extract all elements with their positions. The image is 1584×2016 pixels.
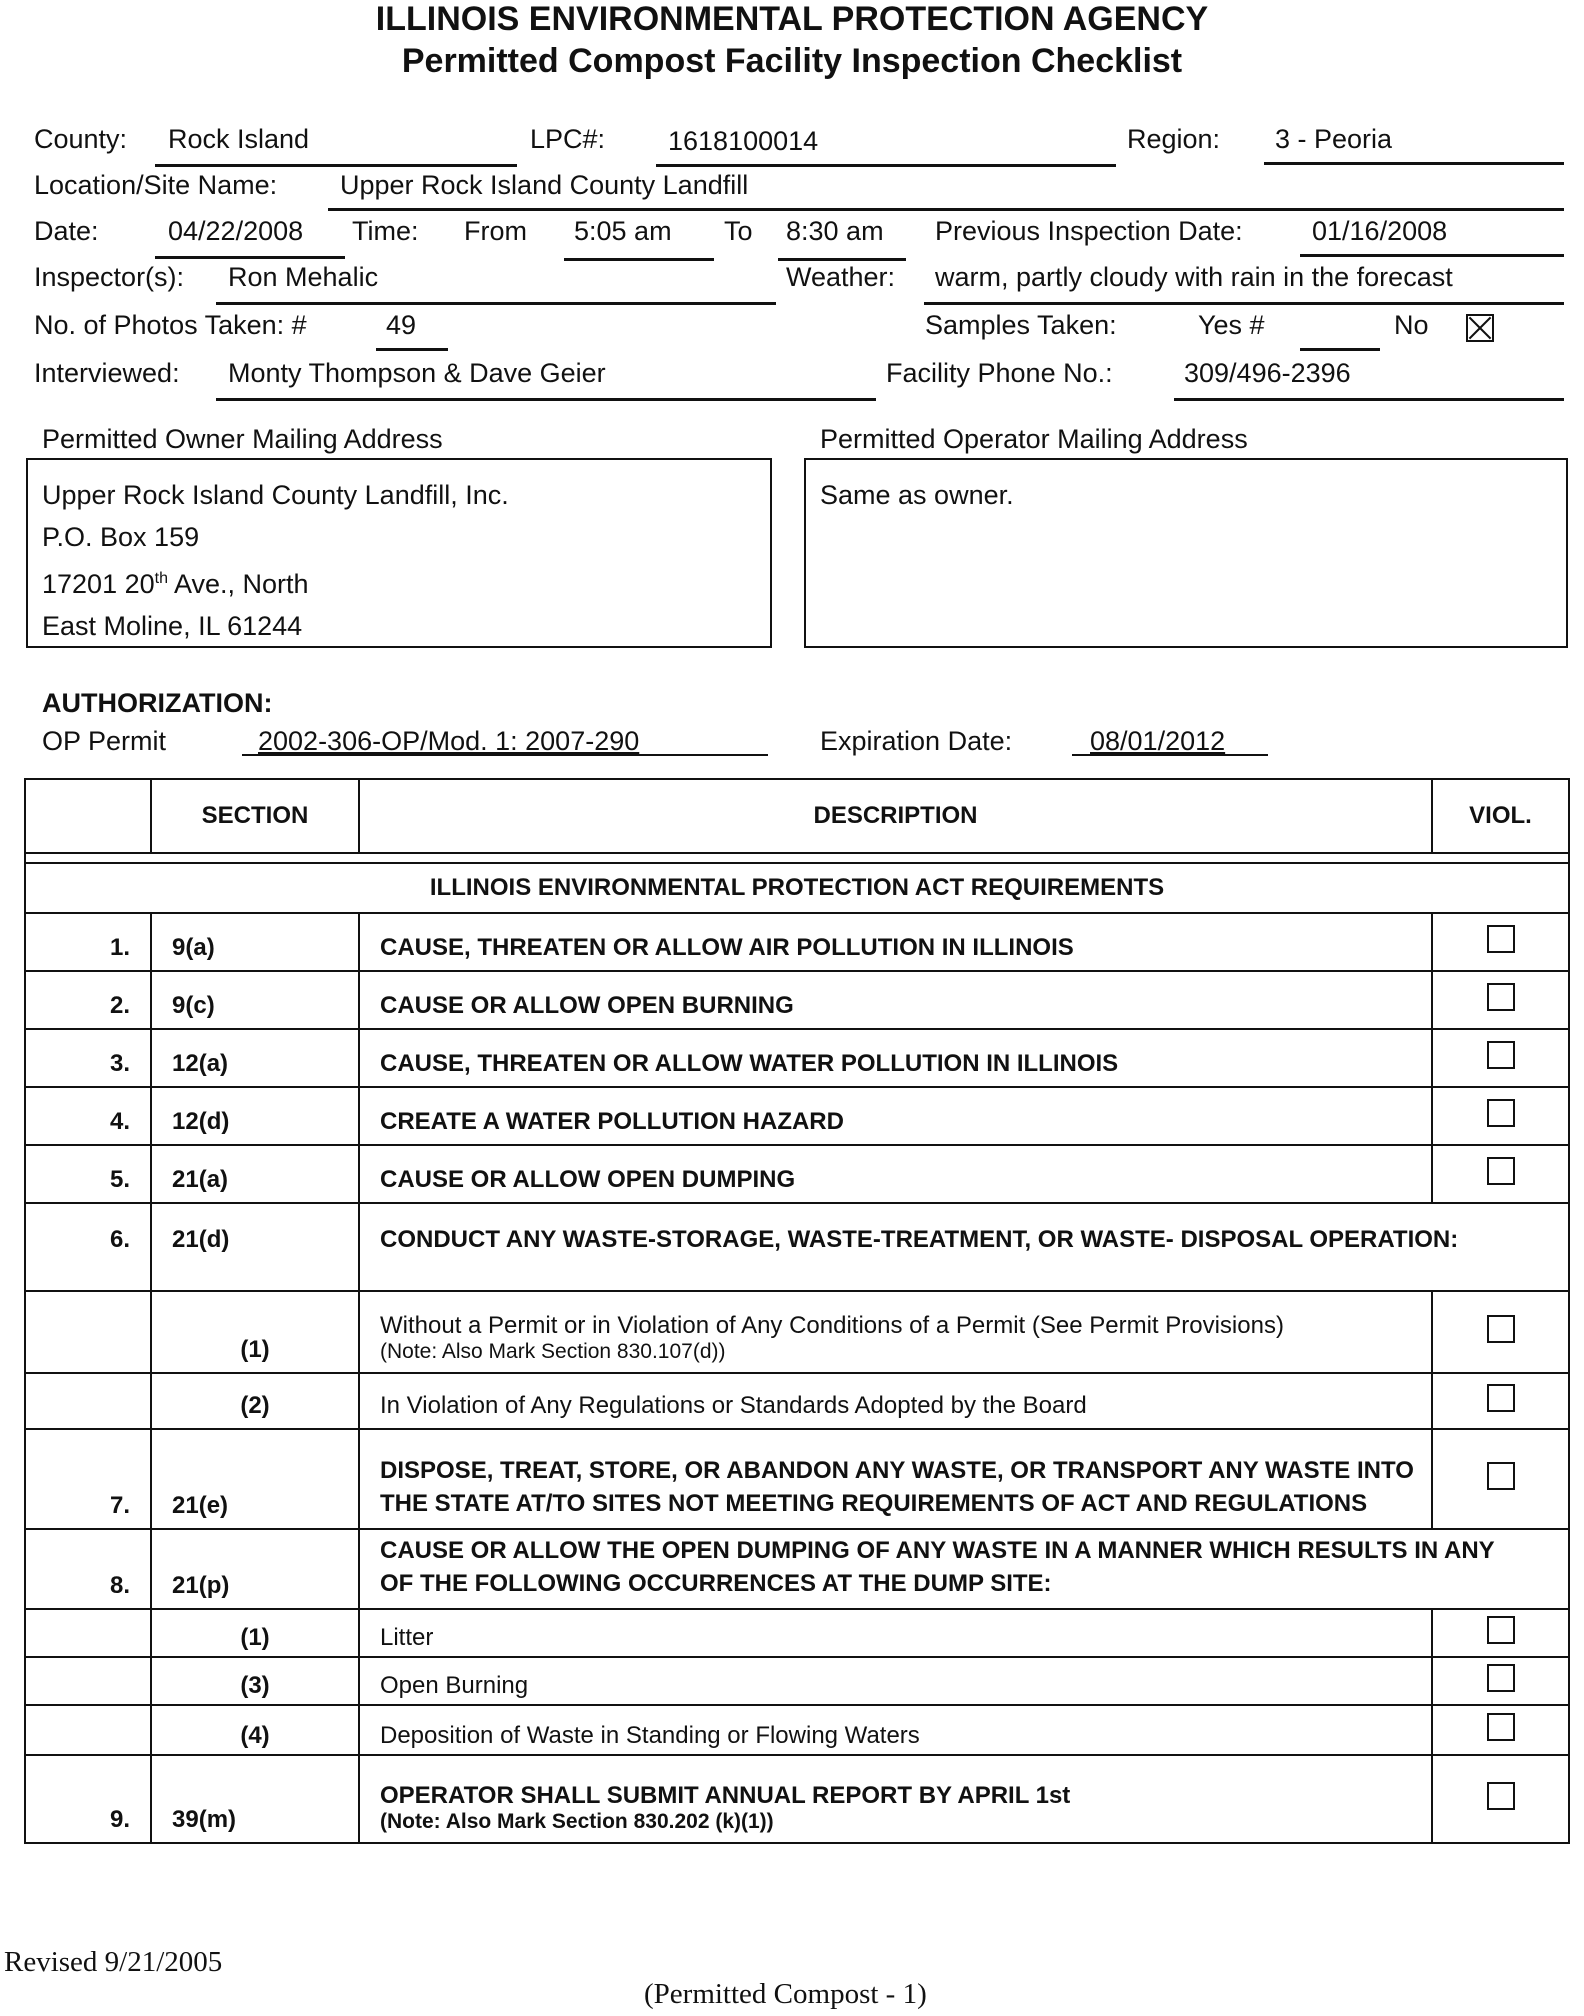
photos-underline: [376, 348, 448, 351]
interviewed-label: Interviewed:: [34, 358, 180, 388]
date-value: 04/22/2008: [168, 216, 304, 246]
checkbox-x-icon: [1466, 314, 1494, 342]
table-row: [25, 1657, 1569, 1705]
prev-inspection-underline: [1300, 254, 1564, 257]
row-description: CAUSE OR ALLOW OPEN DUMPING: [359, 1145, 1432, 1203]
row-number: [25, 1657, 151, 1705]
date-underline: [155, 256, 345, 259]
phone-underline: [1174, 398, 1564, 401]
samples-no-label: No: [1394, 310, 1429, 340]
table-row: [25, 1609, 1569, 1657]
owner-address-street-name: Ave., North: [167, 569, 309, 599]
act-requirements-row: [25, 863, 1569, 913]
interviewed-value: Monty Thompson & Dave Geier: [228, 358, 606, 388]
lpc-label: LPC#:: [530, 124, 606, 154]
header-section: SECTION: [151, 779, 359, 853]
viol-checkbox[interactable]: [1487, 1664, 1515, 1692]
form-title: Permitted Compost Facility Inspection Checklist: [401, 42, 1183, 80]
row-section: 21(a): [151, 1145, 359, 1203]
op-permit-underline: [242, 754, 768, 756]
row-number: 9.: [25, 1755, 151, 1843]
viol-checkbox[interactable]: [1487, 1616, 1515, 1644]
county-value: Rock Island: [168, 124, 310, 154]
region-label: Region:: [1127, 124, 1221, 154]
date-label: Date:: [34, 216, 99, 246]
owner-address-line4: East Moline, IL 61244: [42, 611, 303, 641]
row-viol-cell: [1432, 1029, 1569, 1087]
viol-checkbox[interactable]: [1487, 1782, 1515, 1810]
row-viol-cell: [1432, 1373, 1569, 1429]
phone-value: 309/496-2396: [1184, 358, 1351, 388]
to-label: To: [724, 216, 753, 246]
row-section: 21(p): [151, 1529, 359, 1609]
row-viol-cell: [1432, 1609, 1569, 1657]
page-footer: (Permitted Compost - 1): [644, 1978, 927, 2010]
row-section: 9(a): [151, 913, 359, 971]
weather-value: warm, partly cloudy with rain in the forecast: [935, 262, 1453, 292]
authorization-heading: AUTHORIZATION:: [42, 688, 273, 718]
row-section: 9(c): [151, 971, 359, 1029]
row-subsection: (1): [151, 1291, 359, 1373]
table-row: [25, 1087, 1569, 1145]
row-section: 21(d): [151, 1203, 359, 1291]
operator-address-box: [804, 458, 1568, 648]
row-description-cell: [359, 1291, 1432, 1373]
row-viol-cell: [1432, 1657, 1569, 1705]
viol-checkbox[interactable]: [1487, 1099, 1515, 1127]
row-description: CAUSE, THREATEN OR ALLOW WATER POLLUTION IN ILLINOIS: [359, 1029, 1432, 1087]
phone-label: Facility Phone No.:: [886, 358, 1113, 388]
row-description: In Violation of Any Regulations or Standards Adopted by the Board: [359, 1373, 1432, 1429]
inspector-underline: [216, 302, 776, 305]
row-description: CAUSE, THREATEN OR ALLOW AIR POLLUTION IN ILLINOIS: [359, 913, 1432, 971]
op-permit-value: 2002-306-OP/Mod. 1: 2007-290: [258, 726, 640, 756]
row-number: 7.: [25, 1429, 151, 1529]
row-number: [25, 1705, 151, 1755]
table-row: [25, 1029, 1569, 1087]
table-row: [25, 913, 1569, 971]
table-row: [25, 1705, 1569, 1755]
interviewed-underline: [216, 398, 876, 401]
row-description: Without a Permit or in Violation of Any Conditions of a Permit (See Permit Provisions): [380, 1312, 1284, 1339]
row-section: 21(e): [151, 1429, 359, 1529]
row-description: Litter: [359, 1609, 1432, 1657]
checklist-table: [24, 778, 1570, 1844]
to-underline: [778, 258, 906, 261]
table-row: [25, 1203, 1569, 1291]
row-subsection: (3): [151, 1657, 359, 1705]
row-viol-cell: [1432, 1705, 1569, 1755]
samples-yes-label: Yes #: [1198, 310, 1265, 340]
table-header-row: [25, 779, 1569, 853]
prev-inspection-label: Previous Inspection Date:: [935, 216, 1243, 246]
row-number: 1.: [25, 913, 151, 971]
owner-address-street-number: 17201 20: [42, 569, 155, 599]
revised-note: Revised 9/21/2005: [4, 1946, 223, 1978]
table-row: [25, 1755, 1569, 1843]
owner-address-line3: [42, 558, 509, 605]
samples-yes-underline: [1300, 348, 1380, 351]
row-description: CREATE A WATER POLLUTION HAZARD: [359, 1087, 1432, 1145]
row-number: 5.: [25, 1145, 151, 1203]
county-label: County:: [34, 124, 128, 154]
row-number: [25, 1373, 151, 1429]
agency-title: ILLINOIS ENVIRONMENTAL PROTECTION AGENCY: [375, 0, 1209, 38]
row-description-cell: [359, 1755, 1432, 1843]
region-value: 3 - Peoria: [1275, 124, 1393, 154]
from-label: From: [464, 216, 527, 246]
owner-address-line2: P.O. Box 159: [42, 522, 200, 552]
viol-checkbox[interactable]: [1487, 1315, 1515, 1343]
owner-address-box: [26, 458, 772, 648]
expiration-underline: [1072, 754, 1268, 756]
site-underline: [328, 208, 1564, 211]
row-description: CAUSE OR ALLOW THE OPEN DUMPING OF ANY WASTE IN A MANNER WHICH RESULTS IN ANY OF THE FOLLOWING OCCURRENCES AT THE DUMP SITE:: [359, 1529, 1569, 1609]
row-subsection: (2): [151, 1373, 359, 1429]
table-row: [25, 1291, 1569, 1373]
inspector-label: Inspector(s):: [34, 262, 185, 292]
row-note: (Note: Also Mark Section 830.202 (k)(1)): [380, 1810, 774, 1833]
from-value: 5:05 am: [574, 216, 672, 246]
row-number: 3.: [25, 1029, 151, 1087]
from-underline: [564, 258, 714, 261]
row-description: DISPOSE, TREAT, STORE, OR ABANDON ANY WASTE, OR TRANSPORT ANY WASTE INTO THE STATE AT/TO SITES NOT MEETING REQUIREMENTS OF ACT AND REGULATIONS: [359, 1429, 1432, 1529]
row-section: 12(d): [151, 1087, 359, 1145]
samples-label: Samples Taken:: [925, 310, 1117, 340]
row-number: 4.: [25, 1087, 151, 1145]
row-viol-cell: [1432, 1755, 1569, 1843]
row-section: 12(a): [151, 1029, 359, 1087]
table-row: [25, 971, 1569, 1029]
row-viol-cell: [1432, 1145, 1569, 1203]
lpc-underline: [656, 164, 1116, 167]
row-number: 8.: [25, 1529, 151, 1609]
table-row: [25, 1373, 1569, 1429]
table-row: [25, 1429, 1569, 1529]
row-description: OPERATOR SHALL SUBMIT ANNUAL REPORT BY APRIL 1st: [380, 1782, 1071, 1809]
to-value: 8:30 am: [786, 216, 884, 246]
weather-underline: [924, 302, 1564, 305]
row-note: (Note: Also Mark Section 830.107(d)): [380, 1340, 726, 1363]
table-row: [25, 1145, 1569, 1203]
lpc-value: 1618100014: [668, 126, 819, 156]
row-description: CONDUCT ANY WASTE-STORAGE, WASTE-TREATMENT, OR WASTE- DISPOSAL OPERATION:: [359, 1203, 1569, 1291]
viol-checkbox[interactable]: [1487, 925, 1515, 953]
viol-checkbox[interactable]: [1487, 1713, 1515, 1741]
act-requirements-heading: ILLINOIS ENVIRONMENTAL PROTECTION ACT REQUIREMENTS: [25, 863, 1569, 913]
owner-address-line1: Upper Rock Island County Landfill, Inc.: [42, 480, 509, 510]
row-section: 39(m): [151, 1755, 359, 1843]
row-viol-cell: [1432, 1429, 1569, 1529]
viol-checkbox[interactable]: [1487, 1157, 1515, 1185]
expiration-label: Expiration Date:: [820, 726, 1013, 756]
site-value: Upper Rock Island County Landfill: [340, 170, 749, 200]
row-viol-cell: [1432, 1087, 1569, 1145]
prev-inspection-value: 01/16/2008: [1312, 216, 1448, 246]
owner-address-ordinal: th: [154, 570, 168, 587]
row-number: [25, 1609, 151, 1657]
operator-address-line1: Same as owner.: [820, 480, 1014, 510]
weather-label: Weather:: [786, 262, 896, 292]
header-viol: VIOL.: [1432, 779, 1569, 853]
row-number: 6.: [25, 1203, 151, 1291]
row-description: Deposition of Waste in Standing or Flowing Waters: [359, 1705, 1432, 1755]
photos-label: No. of Photos Taken: #: [34, 310, 307, 340]
header-number-cell: [25, 779, 151, 853]
site-label: Location/Site Name:: [34, 170, 278, 200]
viol-checkbox[interactable]: [1487, 1384, 1515, 1412]
samples-no-checked-checkbox[interactable]: [1466, 314, 1494, 342]
row-description: CAUSE OR ALLOW OPEN BURNING: [359, 971, 1432, 1029]
row-viol-cell: [1432, 971, 1569, 1029]
table-row: [25, 1529, 1569, 1609]
row-subsection: (1): [151, 1609, 359, 1657]
viol-checkbox[interactable]: [1487, 1462, 1515, 1490]
photos-value: 49: [386, 310, 417, 340]
viol-checkbox[interactable]: [1487, 1041, 1515, 1069]
row-number: [25, 1291, 151, 1373]
time-label: Time:: [352, 216, 419, 246]
row-viol-cell: [1432, 913, 1569, 971]
inspector-value: Ron Mehalic: [228, 262, 379, 292]
op-permit-label: OP Permit: [42, 726, 167, 756]
county-underline: [155, 164, 517, 167]
header-spacer: [25, 853, 1569, 863]
header-description: DESCRIPTION: [359, 779, 1432, 853]
row-viol-cell: [1432, 1291, 1569, 1373]
expiration-value: 08/01/2012: [1090, 726, 1226, 756]
row-description: Open Burning: [359, 1657, 1432, 1705]
row-subsection: (4): [151, 1705, 359, 1755]
owner-address-label: Permitted Owner Mailing Address: [42, 424, 443, 454]
operator-address-label: Permitted Operator Mailing Address: [820, 424, 1248, 454]
region-underline: [1264, 162, 1564, 165]
row-number: 2.: [25, 971, 151, 1029]
viol-checkbox[interactable]: [1487, 983, 1515, 1011]
